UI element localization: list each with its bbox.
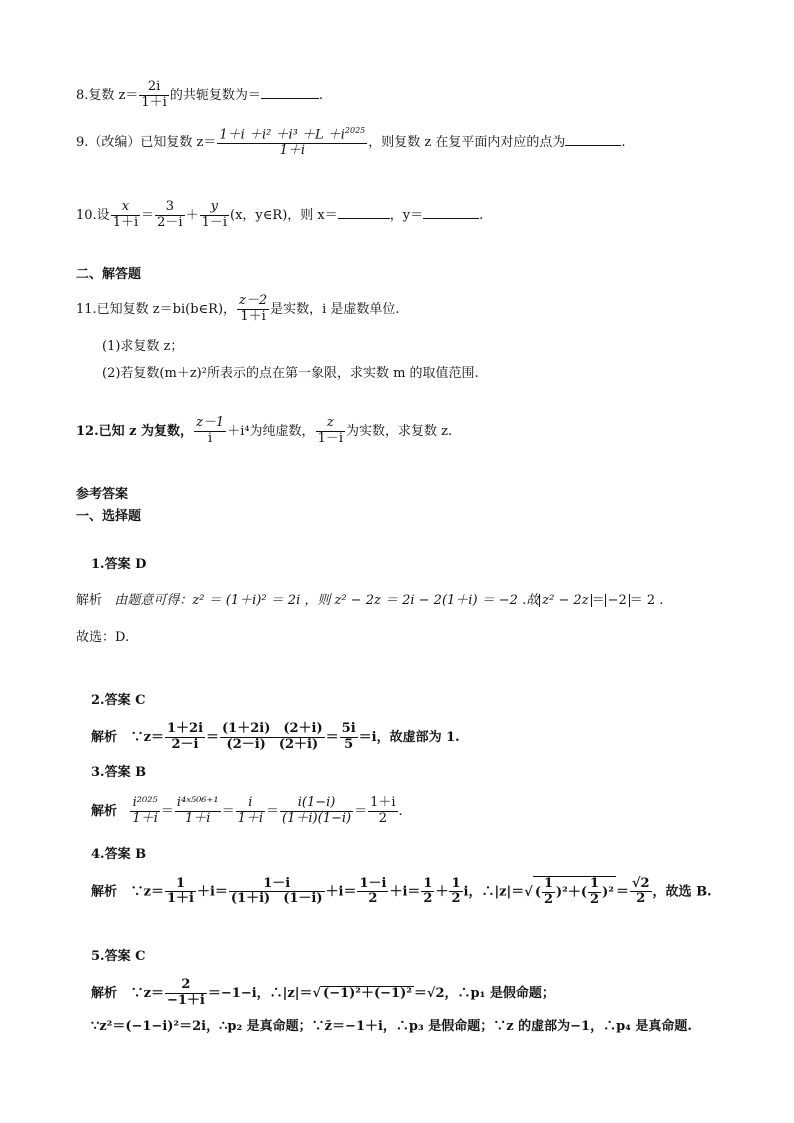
reference-answers-title: 参考答案 — [76, 487, 129, 502]
answer-1-solution: 解析 由题意可得：z² ＝ (1＋i)² ＝ 2i ，则 z² − 2z ＝ 2i − 2(1＋i) ＝ −2 .故 z² − 2z ＝ −2 ＝ 2 . — [76, 593, 664, 608]
q9-tail: ，则复数 z 在复平面内对应的点为 — [368, 135, 566, 151]
answer-4-solution: 解析 ∵z＝ $\frac{1}{1+i}$ ＋i＝ $\frac{1-i}{(1+i) (1-i)}$ ＋i＝ $\frac{1-i}{2}$ ＋i＝ $\frac{1}{2}$ ＋ $\frac{1}{2}$ i，∴|z|＝√ ( $\frac{1}{2}$ )²＋( $\frac{1}{2}$ )² ＝ $\frac{√2}{2}$ ，故选 B. — [91, 875, 712, 907]
question-11: 11.已知复数 z＝bi(b∈R)， $\frac{z-2}{1+i}$ 是实数，i 是虚数单位. — [76, 293, 400, 324]
q8-fraction: $\frac{2i}{1+i}$ — [141, 79, 167, 110]
q9-lead: 9.（改编）已知复数 z＝ — [76, 135, 217, 151]
q9-fraction: $\frac{1+i +i^2 +i^3 +L +i^{2025}}{1+i}$ — [219, 126, 366, 159]
q10-x-blank — [338, 208, 390, 219]
answer-3-solution: 解析 $\frac{\text{i²⁰²⁵}}{1+i}$ ＝ $\frac{\text{i⁴ˣ⁵⁰⁶⁺¹}}{1+i}$ ＝ $\frac{i}{1+i}$ ＝ $\frac{i(1-i)}{(1+i)(1-i)}$ ＝ $\frac{1+i}{2}$ . — [91, 795, 403, 826]
answer-4-title: 4.答案 B — [91, 847, 147, 862]
section-heading-1: 一、选择题 — [76, 509, 142, 524]
answer-3-title: 3.答案 B — [91, 765, 147, 780]
answer-5-line-2: ∵z²＝(−1−i)²＝2i，∴p₂ 是真命题；∵z̄＝−1＋i，∴p₃ 是假命题；∵z 的虚部为−1，∴p₄ 是真命题. — [91, 1019, 692, 1034]
answer-1-title: 1.答案 D — [91, 557, 147, 572]
sqrt-expression: √ ( $\frac{1}{2}$ )²＋( $\frac{1}{2}$ )² — [524, 876, 614, 907]
answer-1-choice: 故选：D. — [76, 630, 130, 645]
q9-answer-blank — [565, 135, 621, 146]
section-heading-2: 二、解答题 — [76, 267, 142, 282]
answer-2-title: 2.答案 C — [91, 693, 146, 708]
q8-answer-blank — [261, 88, 319, 99]
q8-tail: 的共轭复数为＝ — [169, 87, 261, 103]
q10-y-blank — [423, 208, 479, 219]
q8-lead: 8.复数 z＝ — [76, 87, 139, 103]
question-12: 12.已知 z 为复数， $\frac{z-1}{i}$ ＋i⁴为纯虚数， $\frac{z}{1-i}$ 为实数，求复数 z. — [76, 415, 453, 446]
question-9: 9.（改编）已知复数 z＝ $\frac{1+i +i^2 +i^3 +L +i^{2025}}{1+i}$ ，则复数 z 在复平面内对应的点为 . — [76, 126, 626, 159]
answer-2-solution: 解析 ∵z＝ $\frac{1+2i}{2-i}$ ＝ $\frac{(1+2i) (2+i)}{(2-i) (2+i)}$ ＝ $\frac{5i}{5}$ ＝i，故虚部为 1. — [91, 721, 460, 752]
question-8: 8.复数 z＝ $\frac{2i}{1+i}$ 的共轭复数为＝ . — [76, 79, 323, 110]
q11-part-1: (1)求复数 z； — [102, 339, 184, 354]
question-10: 10.设 $\frac{x}{1+i}$ ＝ $\frac{3}{2-i}$ ＋ $\frac{y}{1-i}$ (x，y∈R)，则 x＝ ，y＝ . — [76, 199, 484, 230]
q11-part-2: (2)若复数(m＋z)²所表示的点在第一象限，求实数 m 的取值范围. — [102, 366, 479, 381]
answer-5-title: 5.答案 C — [91, 949, 146, 964]
answer-5-solution: 解析 ∵z＝ $\frac{2}{-1+i}$ ＝−1−i，∴|z|＝√ (−1)²＋(−1)² ＝√2，∴p₁ 是假命题； — [91, 977, 555, 1008]
